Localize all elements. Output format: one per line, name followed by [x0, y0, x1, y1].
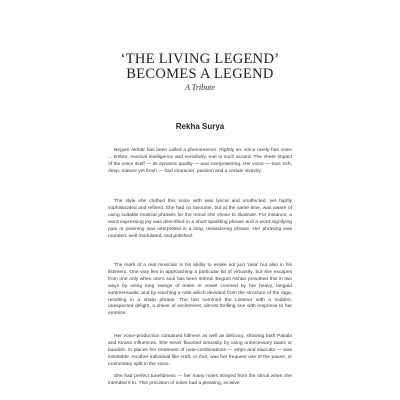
paragraph-3: The mark of a real musician is his ability to evoke not just 'rasa' but also in his listeners. One way lies in approaching a particular bit of virtuosity, but she escapes from one only when one's soul has been stirred. Begum Akhtar provoked this in two ways by using long swings of notes or vowel covered by her heavy, languid summersaults, and by reaching a note which deviated from the structure of the raga, resulting in a sharp phrase. The last summed the Listener with a sudden, unexpected delight, a shiver of excitement, almost thrilling one with response to her emotion. [108, 263, 292, 317]
paragraph-4: Her voice-production contained fullness as well as delicacy, showing both Patiala and Kirana influences. She never flaunted virtuosity by using unnecessary taans or bandish. In places her treatment of note-combinations — strips and staccato — was inimitable. Another individual like craft, or rhet, was her frequent use of the pause, or momentary split in the voice. [108, 334, 292, 367]
title-line-2: BECOMES A LEGEND [126, 66, 274, 82]
paragraph-2: The style she clothed this voice with was lyrical and unaffected, yet highly sophisticated and refined. She had no favourite, but at the same time, was aware of using suitable musical phrases for the mood she chose to illustrate. For instance, a word expressing joy was described in a short sparkling phrase and a word signifying pain or yearning was interpreted in a long, meandering phrase. Her phrasing was rounded, well modulated, and polished. [108, 199, 292, 239]
subtitle: A Tribute [185, 83, 215, 92]
paragraph-5: She had perfect tunefulness — her many notes strayed from the shruti when she intended it to. This precision of notes had a pleasing, incisive [108, 374, 292, 386]
title-line-1: ‘THE LIVING LEGEND’ [120, 51, 280, 67]
author-name: Rekha Surya [175, 122, 225, 131]
paragraph-1: Begum Akhtar has been called a phenomenon. Rightly so, since rarely has voice ... timbre, musical intelligence and sensitivity, met in such accord. The sheer impact of the voice itself — its dynamic quality — was overpowering. Her voice — true, rich, deep, mature yet fresh — had character, passion and a certain vivacity. [108, 148, 292, 174]
